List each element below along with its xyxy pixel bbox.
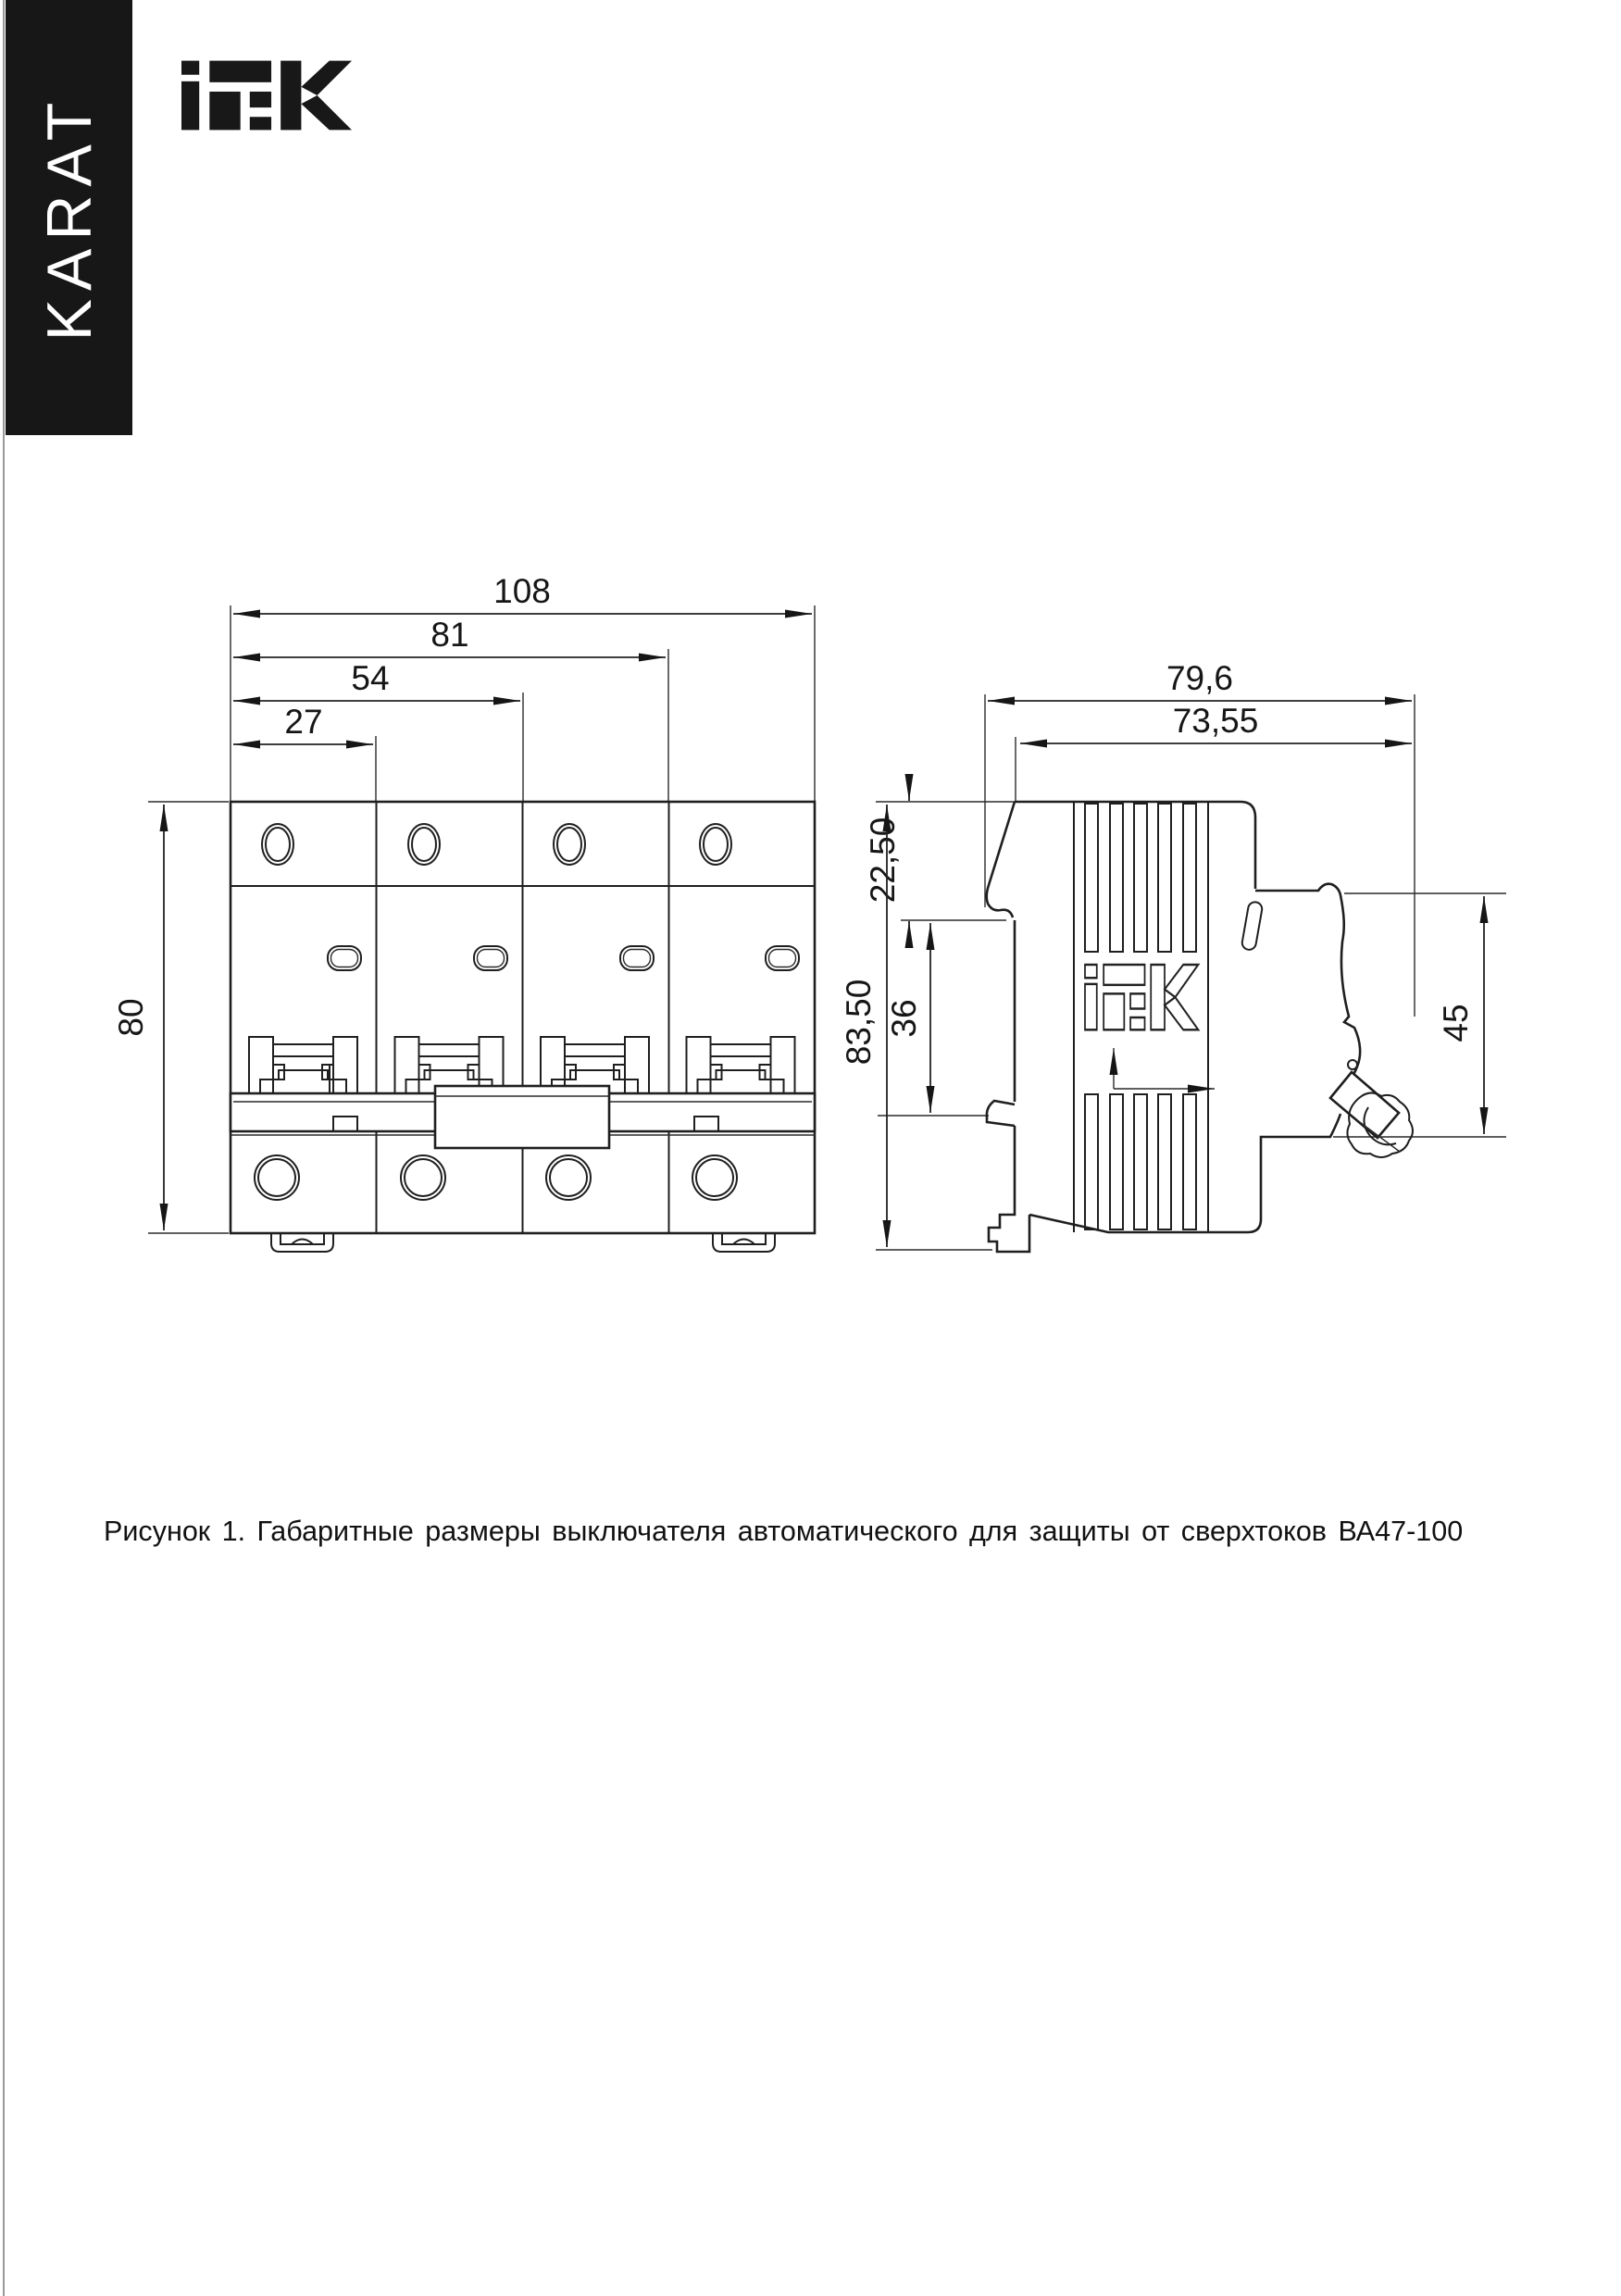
dim-label-108: 108 — [493, 572, 551, 610]
side-toggle-lever — [1330, 1072, 1413, 1157]
side-iek-logo-embossed — [1085, 965, 1198, 1029]
dim-label-83-50: 83,50 — [840, 979, 878, 1066]
dim-label-45: 45 — [1437, 1004, 1475, 1042]
karat-brand-label: KARAT — [33, 94, 105, 342]
dim-label-73-55: 73,55 — [1172, 702, 1259, 740]
dim-label-27: 27 — [284, 703, 323, 741]
dim-label-36: 36 — [885, 999, 923, 1038]
side-pivot-hole — [1348, 1060, 1357, 1069]
side-face-slot — [1241, 901, 1264, 951]
front-din-clips — [271, 1233, 775, 1252]
side-logo-leader-arrows — [1114, 1048, 1215, 1089]
side-body-outline — [987, 802, 1360, 1252]
dim-label-54: 54 — [351, 659, 390, 697]
side-view-drawing — [840, 659, 1506, 1252]
dim-label-80: 80 — [112, 998, 150, 1037]
dim-label-81: 81 — [430, 616, 469, 654]
dim-label-22-50: 22,50 — [864, 817, 902, 904]
dim-label-79-6: 79,6 — [1166, 659, 1234, 697]
front-view-drawing — [112, 572, 815, 1252]
figure-caption: Рисунок 1. Габаритные размеры выключателя автоматического для защиты от сверхтоков ВА47-100 — [104, 1515, 1464, 1547]
